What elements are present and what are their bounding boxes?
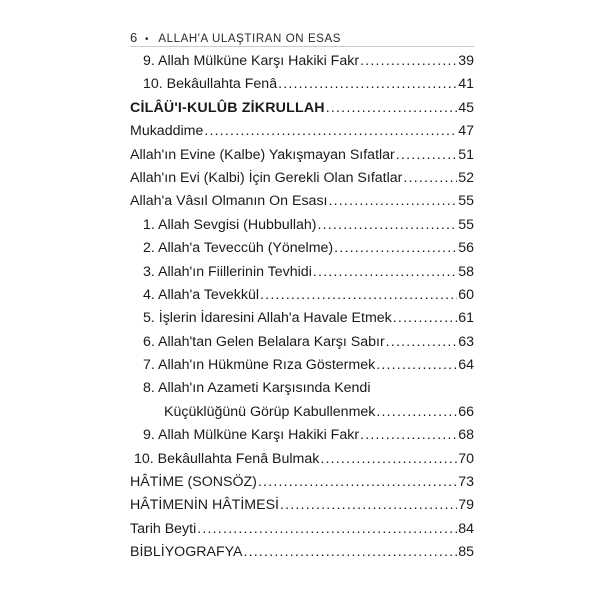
toc-entry [130,167,474,190]
toc-entry-title: 9. Allah Mülküne Karşı Hakiki Fakr [143,427,360,444]
dot-leader [326,97,457,120]
toc-entry [130,144,474,167]
toc-entry-title: Mukaddime [130,123,204,140]
toc-entry [130,471,474,494]
running-head [130,30,474,46]
toc-entry [130,284,474,307]
toc-entry-title: HÂTİME (SONSÖZ) [130,474,257,491]
toc-entry-title: 8. Allah'ın Azameti Karşısında Kendi [143,380,371,397]
dot-leader [403,167,457,190]
toc-entry-title: 7. Allah'ın Hükmüne Rıza Göstermek [143,357,376,374]
toc-section-heading [130,97,474,120]
toc-entry-title: 2. Allah'a Teveccüh (Yönelme) [143,240,334,257]
dot-leader [393,307,457,330]
toc-entry-page: 79 [458,497,474,514]
toc-entry [130,261,474,284]
toc-entry-page: 55 [458,216,474,233]
toc-entry [130,354,474,377]
dot-leader [258,471,457,494]
toc-entry-page: 39 [458,53,474,69]
toc-entry-title: 10. Bekâullahta Fenâ [143,76,278,93]
dot-leader [334,237,457,260]
toc-entry-page: 84 [458,520,474,537]
toc-entry-continuation [130,401,474,424]
toc-entry-page: 85 [458,544,474,561]
toc-entry-page: 51 [458,146,474,163]
dot-leader [243,541,457,564]
toc-entry [130,50,474,73]
dot-leader [197,518,457,541]
toc-entry [130,307,474,330]
dot-leader [280,494,457,517]
running-title: ALLAH'A ULAŞTIRAN ON ESAS [158,33,342,45]
dot-leader [320,448,457,471]
toc-entry [130,190,474,213]
toc-entry-page: 47 [458,123,474,140]
toc-entry-page: 60 [458,286,474,303]
dot-leader [396,144,457,167]
toc-entry [130,424,474,447]
toc-entry-title: 10. Bekâullahta Fenâ Bulmak [134,450,320,467]
toc-entry [130,541,474,564]
toc-entry-title: CİLÂÜ'I-KULÛB ZİKRULLAH [130,99,325,116]
toc-entry-page: 63 [458,333,474,350]
toc-entry [130,494,474,517]
page-number: 6 [130,30,138,45]
bullet-separator: • [145,34,150,45]
toc-entry-title: Allah'ın Evine (Kalbe) Yakışmayan Sıfatlar [130,146,395,163]
toc-entry-page: 58 [458,263,474,280]
dot-leader [386,331,458,354]
dot-leader [204,120,457,143]
toc-entry-page: 64 [458,357,474,374]
toc-entry-title: BİBLİYOGRAFYA [130,544,243,561]
dot-leader [328,190,457,213]
toc-entry-title: 6. Allah'tan Gelen Belalara Karşı Sabır [143,333,385,350]
dot-leader [313,261,457,284]
toc-entry-page: 41 [458,76,474,93]
toc-entry-title: 3. Allah'ın Fiillerinin Tevhidi [143,263,312,280]
dot-leader [360,424,457,447]
toc-entry-title: Allah'ın Evi (Kalbi) İçin Gerekli Olan Sıfatlar [130,169,403,186]
toc-entry-title: HÂTİMENİN HÂTİMESİ [130,497,279,514]
toc-entry-page: 45 [458,99,474,116]
toc-entry [130,120,474,143]
toc-entry-page: 73 [458,474,474,491]
toc-entry-page: 55 [458,193,474,210]
toc-entry [130,237,474,260]
toc-entry [130,377,474,400]
toc-entry-title: 5. İşlerin İdaresini Allah'a Havale Etmek [143,310,392,327]
toc-entry-title: Tarih Beyti [130,520,197,537]
toc-entry-page: 66 [458,403,474,420]
toc-entry [130,518,474,541]
dot-leader [360,50,457,73]
toc-entry-title: Allah'a Vâsıl Olmanın On Esası [130,193,328,210]
toc-entry [130,214,474,237]
dot-leader [376,401,457,424]
toc-entry-page: 70 [458,450,474,467]
toc-entry-page: 56 [458,240,474,257]
dot-leader [278,73,457,96]
toc-entry-page: 61 [458,310,474,327]
toc-entry-page: 52 [458,169,474,186]
dot-leader [260,284,457,307]
toc-entry [130,331,474,354]
dot-leader [318,214,458,237]
toc-entry [130,448,474,471]
toc-entry-title: Küçüklüğünü Görüp Kabullenmek [164,403,376,420]
toc-entry-title: 4. Allah'a Tevekkül [143,286,260,303]
toc-entry-title: 9. Allah Mülküne Karşı Hakiki Fakr [143,53,360,69]
dot-leader [376,354,457,377]
table-of-contents [130,50,474,565]
toc-entry-page: 68 [458,427,474,444]
toc-entry [130,73,474,96]
toc-entry-title: 1. Allah Sevgisi (Hubbullah) [143,216,317,233]
header-rule [130,46,474,47]
